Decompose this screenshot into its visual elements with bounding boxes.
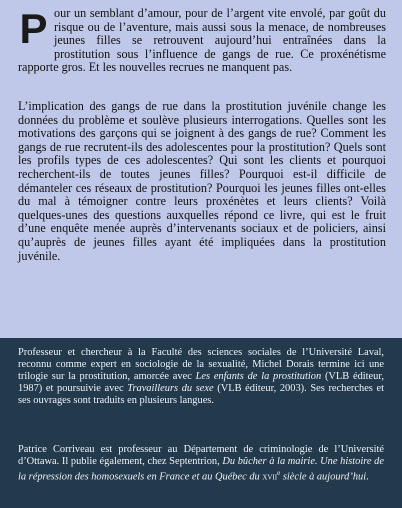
drop-cap bbox=[18, 5, 48, 52]
authors-panel bbox=[0, 338, 402, 508]
bio-dorais-text-1: Professeur et chercheur à la Faculté des sciences sociales de l’Université Laval, reconnu comme expert en sociologie de la sexualité, Michel Dorais termine ici une trilogie sur la prostitution, amorcée avec bbox=[18, 347, 384, 382]
questions-text: L’implication des gangs de rue dans la prostitution juvénile change les données du problème et soulève plusieurs interrogations. Quelles sont les motivations des garçons qui se joignent à des gangs de rue? Comment les gangs de rue recrutent-ils des adolescentes pour la prostitution? Quels sont les profils types de ces adolescentes? Qui sont les clients et pourquoi recherchent-ils de toutes jeunes filles? Pourquoi est-il difficile de démanteler ces réseaux de prostitution? Pourquoi les jeunes filles ont-elles du mal à témoigner contre leurs proxénètes et leurs clients? Voilà quelques-unes des questions auxquelles répond ce livre, qui est le fruit d’une enquête menée auprès d’intervenants sociaux et de policiers, ainsi qu’auprès de jeunes filles ayant été impliquées dans la prostitution juvénile. bbox=[18, 99, 386, 263]
bio-dorais-text-2: (VLB éditeur, 1987) et poursuivie avec bbox=[18, 370, 384, 394]
bio-dorais-text-3: (VLB éditeur, 2003). Ses recherches et ses ouvrages sont traduits en plusieurs langues. bbox=[18, 382, 385, 406]
book-title-enfants: Les enfants de la prostitution bbox=[195, 370, 322, 382]
book-title-bucher-end: siècle à aujourd’hui bbox=[280, 471, 367, 483]
century-superscript: e bbox=[277, 468, 281, 477]
book-title-bucher: Du bûcher à la mairie. Une histoire de la répression des homosexuels en France et au Québec du bbox=[18, 455, 384, 483]
bio-corriveau-text-1: Patrice Corriveau est professeur au Département de criminologie de l’Université d’Ottawa. Il publie également, chez Septentrion, bbox=[18, 444, 384, 467]
intro-paragraph bbox=[18, 7, 386, 75]
bio-corriveau-text-2: . bbox=[366, 471, 369, 483]
century-numeral: xvii bbox=[262, 472, 278, 483]
drop-cap-letter: P bbox=[19, 5, 47, 52]
author-bio-corriveau bbox=[18, 444, 384, 484]
intro-text: our un semblant d’amour, pour de l’argent vite envolé, par goût du risque ou de l’aventure, mais aussi sous la menace, de nombreuses jeunes filles se retrouvent aujourd’hui entraînées dans la prostitution sous l’influence de gangs de rue. Ce proxénétisme rapporte gros. Et les nouvelles recrues ne manquent pas. bbox=[18, 6, 386, 75]
author-bio-dorais bbox=[18, 347, 384, 407]
book-title-travailleurs: Travailleurs du sexe bbox=[127, 382, 214, 394]
questions-paragraph bbox=[18, 100, 386, 263]
